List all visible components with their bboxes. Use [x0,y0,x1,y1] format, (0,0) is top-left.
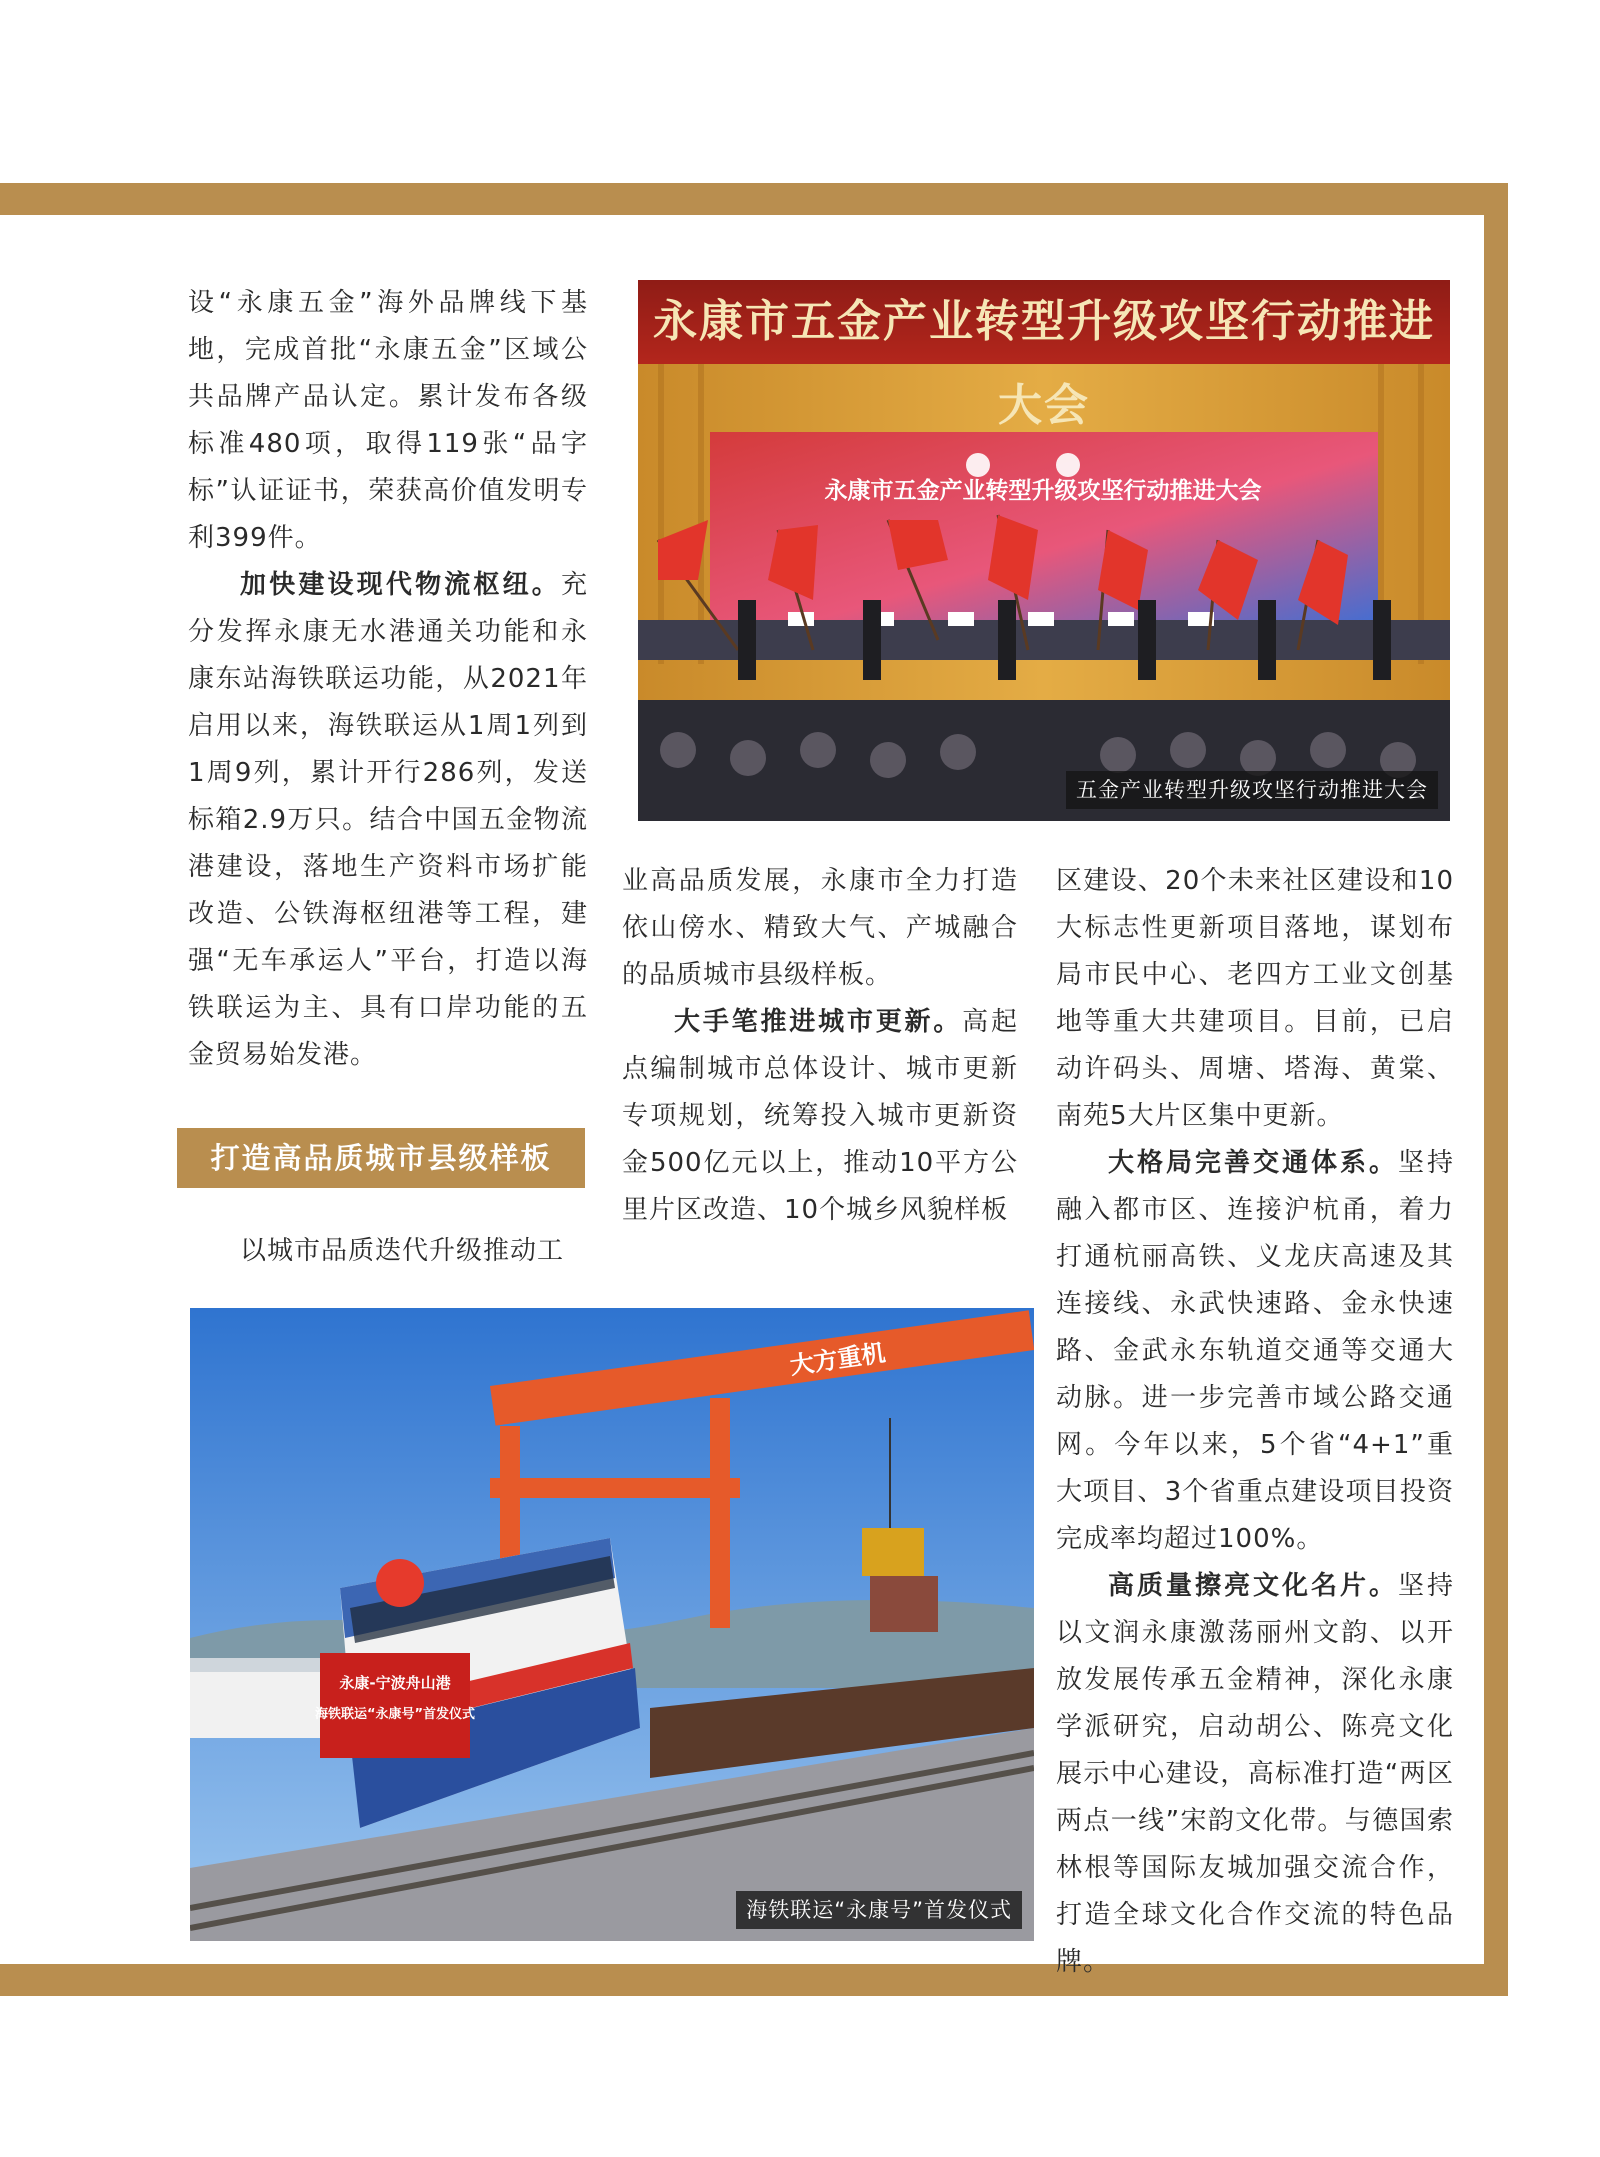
paragraph: 以城市品质迭代升级推动工 [240,1236,565,1266]
paragraph [188,562,588,1079]
column-1 [188,280,588,1079]
paragraph-lead: 加快建设现代物流枢纽。 [240,570,561,600]
conference-screen-title: 永康市五金产业转型升级攻坚行动推进大会 [824,478,1262,504]
right-gold-band [1484,183,1508,1996]
section-heading: 打造高品质城市县级样板 [177,1128,585,1188]
train-photo [190,1308,1034,1941]
paragraph-text: 充分发挥永康无水港通关功能和永康东站海铁联运功能，从2021年启用以来，海铁联运从1周1列到1周9列，累计开行286列，发送标箱2.9万只。结合中国五金物流港建设，落地生产资料市场扩能改造、公铁海枢纽港等工程，建强“无车承运人”平台，打造以海铁联运为主、具有口岸功能的五金贸易始发港。 [188,570,588,1070]
conference-photo-caption: 五金产业转型升级攻坚行动推进大会 [1066,771,1438,809]
paragraph: 区建设、20个未来社区建设和10大标志性更新项目落地，谋划布局市民中心、老四方工业文创基地等重大共建项目。目前，已启动许码头、周塘、塔海、黄棠、南苑5大片区集中更新。 [1056,866,1454,1131]
train-banner-line-2: 海铁联运“永康号”首发仪式 [314,1707,476,1722]
train-scene [190,1308,1034,1941]
paragraph-text: 坚持融入都市区、连接沪杭甬，着力打通杭丽高铁、义龙庆高速及其连接线、永武快速路、金永快速路、金武永东轨道交通等交通大动脉。进一步完善市域公路交通网。今年以来，5个省“4+1”重大项目、3个省重点建设项目投资完成率均超过100%。 [1056,1148,1454,1554]
paragraph [1056,1140,1454,1563]
paragraph-text: 坚持以文润永康激荡丽州文韵、以开放发展传承五金精神，深化永康学派研究，启动胡公、陈亮文化展示中心建设，高标准打造“两区两点一线”宋韵文化带。与德国索林根等国际友城加强交流合作，打造全球文化合作交流的特色品牌。 [1056,1571,1454,1977]
paragraph [622,999,1018,1234]
top-gold-band [0,183,1508,215]
paragraph: 设“永康五金”海外品牌线下基地，完成首批“永康五金”区域公共品牌产品认定。累计发布各级标准480项，取得119张“品字标”认证证书，荣获高价值发明专利399件。 [188,288,588,553]
paragraph-lead: 高质量擦亮文化名片。 [1108,1571,1398,1601]
paragraph-lead: 大手笔推进城市更新。 [674,1007,963,1037]
column-3 [1056,858,1454,1986]
column-1-lower [188,1228,588,1275]
paragraph-text: 高起点编制城市总体设计、城市更新专项规划，统筹投入城市更新资金500亿元以上，推动10平方公里片区改造、10个城乡风貌样板 [622,1007,1018,1225]
crane-label: 大方重机 [788,1338,888,1380]
conference-photo [638,280,1450,821]
train-banner-line-1: 永康-宁波舟山港 [339,1674,451,1692]
paragraph [1056,1563,1454,1986]
conference-banner: 永康市五金产业转型升级攻坚行动推进大会 [638,280,1450,364]
paragraph: 业高品质发展，永康市全力打造依山傍水、精致大气、产城融合的品质城市县级样板。 [622,866,1018,990]
train-photo-caption: 海铁联运“永康号”首发仪式 [736,1891,1022,1929]
paragraph-lead: 大格局完善交通体系。 [1108,1148,1398,1178]
column-2 [622,858,1018,1234]
